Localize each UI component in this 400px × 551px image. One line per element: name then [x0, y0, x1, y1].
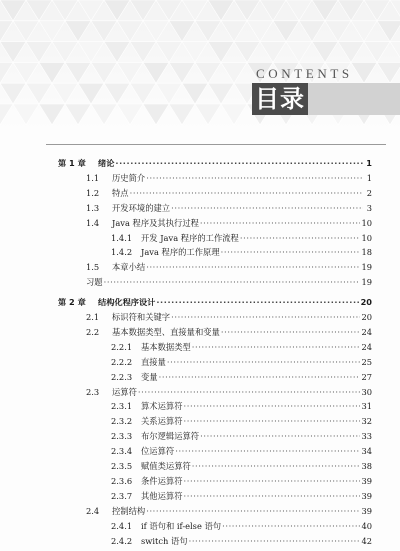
toc-title: 习题: [86, 277, 103, 288]
toc-leader: [156, 296, 359, 308]
toc-title: 本章小结: [112, 262, 146, 273]
pattern-triangle: [234, 0, 260, 21]
toc-title: switch 语句: [141, 535, 188, 546]
title-strip: [308, 83, 400, 115]
pattern-triangle: [117, 104, 143, 125]
pattern-triangle: [182, 83, 208, 104]
toc-leader: [200, 217, 361, 229]
toc-row: [111, 475, 372, 487]
pattern-triangle: [26, 42, 52, 63]
pattern-triangle: [364, 42, 390, 63]
toc-row: [111, 535, 372, 547]
pattern-triangle: [208, 83, 234, 104]
toc-number: 2.4.2: [111, 535, 133, 546]
pattern-triangle: [390, 42, 400, 63]
toc-number: 1.4: [86, 217, 100, 228]
toc-title: 赋值类运算符: [141, 461, 191, 471]
toc-page-number: 24: [361, 341, 372, 352]
pattern-triangle: [104, 42, 130, 63]
toc-title: 关系运算符: [141, 416, 183, 427]
toc-row: [111, 246, 372, 258]
toc-number: 1.4.1: [111, 232, 133, 243]
toc-page-number: 39: [361, 475, 372, 486]
pattern-triangle: [234, 42, 260, 63]
toc-leader: [130, 187, 363, 199]
toc-number: 2.3.7: [111, 490, 133, 501]
toc-title: 绪论: [98, 158, 115, 168]
pattern-triangle: [221, 21, 247, 42]
toc-number: 2.1: [86, 312, 100, 322]
toc-row: [86, 505, 372, 517]
toc-row: [86, 386, 372, 398]
toc-title: 历史简介: [112, 172, 146, 183]
pattern-triangle: [195, 62, 221, 83]
toc-title: if 语句和 if-else 语句: [141, 520, 222, 531]
pattern-triangle: [286, 42, 312, 63]
toc-title: 特点: [112, 187, 129, 198]
toc-number: 1.3: [86, 202, 100, 213]
toc-page-number: 27: [361, 371, 372, 382]
page-title: 目录: [255, 85, 305, 113]
toc-leader: [200, 430, 360, 442]
contents-label: CONTENTS: [256, 66, 353, 81]
toc-row: [86, 202, 372, 214]
pattern-triangle: [13, 62, 39, 83]
toc-leader: [146, 261, 360, 273]
pattern-triangle: [0, 0, 26, 21]
pattern-triangle: [260, 0, 286, 21]
pattern-triangle: [143, 62, 169, 83]
pattern-triangle: [65, 104, 91, 125]
toc-row: [111, 490, 372, 502]
title-block: [252, 83, 308, 115]
pattern-triangle: [208, 0, 234, 21]
pattern-triangle: [39, 21, 65, 42]
toc-number: 1.1: [86, 172, 100, 183]
toc-row: [111, 520, 372, 532]
toc-number: 2.2.1: [111, 341, 133, 352]
pattern-triangle: [65, 21, 91, 42]
pattern-triangle: [104, 0, 130, 21]
toc-title: 标识符和关键字: [112, 312, 171, 322]
toc-number: 1.5: [86, 262, 100, 273]
toc-row: [111, 232, 372, 244]
pattern-triangle: [0, 83, 26, 104]
toc-leader: [159, 371, 361, 383]
pattern-triangle: [195, 21, 221, 42]
toc-row: [111, 400, 372, 412]
pattern-triangle: [351, 62, 377, 83]
toc-page-number: 19: [361, 277, 372, 288]
toc-number: 2.4: [86, 505, 100, 516]
pattern-triangle: [286, 0, 312, 21]
toc-page-number: 40: [361, 520, 372, 531]
pattern-triangle: [52, 42, 78, 63]
toc-title: 位运算符: [141, 446, 175, 457]
toc-page-number: 34: [361, 446, 372, 457]
pattern-triangle: [195, 104, 221, 125]
toc-page-number: 20: [361, 312, 372, 322]
toc-row: [86, 276, 372, 288]
toc-title: 开发 Java 程序的工作流程: [141, 232, 239, 243]
pattern-triangle: [338, 0, 364, 21]
toc-page-number: 42: [361, 535, 372, 546]
toc-title: Java 程序及其执行过程: [112, 217, 199, 228]
toc-number: 2.3.3: [111, 431, 133, 442]
pattern-triangle: [78, 83, 104, 104]
pattern-triangle: [78, 42, 104, 63]
pattern-triangle: [78, 0, 104, 21]
toc-leader: [175, 445, 360, 457]
pattern-triangle: [208, 42, 234, 63]
toc-number: 第 1 章: [58, 158, 86, 168]
toc-row: [86, 187, 372, 199]
pattern-triangle: [52, 0, 78, 21]
toc-row: [86, 326, 372, 338]
toc-leader: [222, 520, 360, 532]
pattern-triangle: [91, 62, 117, 83]
toc-leader: [184, 415, 361, 427]
toc-number: 1.4.2: [111, 247, 133, 258]
pattern-triangle: [156, 83, 182, 104]
toc-page-number: 10: [361, 232, 372, 243]
toc-page-number: 32: [361, 416, 372, 427]
toc-leader: [184, 400, 361, 412]
toc-number: 1.2: [86, 187, 100, 198]
pattern-triangle: [52, 83, 78, 104]
toc-page-number: 39: [361, 505, 372, 516]
pattern-triangle: [390, 0, 400, 21]
toc-title: 运算符: [112, 386, 137, 397]
toc-page-number: 24: [361, 326, 372, 337]
toc-leader: [221, 246, 361, 258]
toc-page-number: 18: [361, 247, 372, 258]
pattern-triangle: [351, 21, 377, 42]
toc-number: 第 2 章: [58, 297, 86, 308]
toc-row: [86, 217, 372, 229]
toc-row: [111, 460, 372, 472]
toc-number: 2.3.6: [111, 475, 133, 486]
toc-leader: [221, 326, 361, 338]
toc-leader: [138, 386, 361, 398]
toc-number: 2.3.4: [111, 446, 133, 457]
pattern-triangle: [182, 0, 208, 21]
pattern-triangle: [0, 104, 13, 125]
toc-row: [111, 445, 372, 457]
toc-title: 开发环境的建立: [112, 202, 171, 213]
toc-title: 变量: [141, 371, 158, 382]
pattern-triangle: [0, 21, 13, 42]
toc-number: 2.2.2: [111, 356, 133, 367]
pattern-triangle: [130, 83, 156, 104]
pattern-triangle: [13, 21, 39, 42]
pattern-triangle: [143, 104, 169, 125]
pattern-triangle: [91, 104, 117, 125]
toc-number: 2.3.1: [111, 401, 133, 412]
toc-title: 结构化程序设计: [98, 297, 156, 308]
toc-leader: [167, 356, 361, 368]
toc-number: 2.3: [86, 386, 100, 397]
toc-page-number: 38: [361, 461, 372, 471]
toc-page-number: 31: [361, 401, 372, 412]
toc-page-number: 39: [361, 490, 372, 501]
pattern-triangle: [169, 104, 195, 125]
toc-page-number: 33: [361, 431, 372, 442]
toc-leader: [115, 157, 363, 169]
toc-leader: [146, 505, 360, 517]
toc-title: 布尔逻辑运算符: [141, 431, 200, 442]
pattern-triangle: [182, 42, 208, 63]
toc-leader: [189, 535, 361, 547]
pattern-triangle: [338, 42, 364, 63]
pattern-triangle: [0, 42, 26, 63]
pattern-triangle: [156, 42, 182, 63]
toc-chapter-row: [58, 157, 372, 169]
pattern-triangle: [260, 42, 286, 63]
toc-row: [111, 341, 372, 353]
pattern-triangle: [39, 62, 65, 83]
toc-leader: [184, 475, 361, 487]
toc-title: 控制结构: [112, 505, 146, 516]
toc-row: [111, 371, 372, 383]
pattern-triangle: [377, 21, 400, 42]
pattern-triangle: [169, 62, 195, 83]
pattern-triangle: [104, 83, 130, 104]
toc-number: 2.4.1: [111, 520, 133, 531]
toc-title: 条件运算符: [141, 475, 183, 486]
toc-page-number: 2: [366, 187, 372, 198]
toc-page-number: 30: [361, 386, 372, 397]
toc-page-number: 3: [366, 202, 372, 213]
toc-row: [111, 356, 372, 368]
toc-number: 2.3.2: [111, 416, 133, 427]
pattern-triangle: [312, 42, 338, 63]
pattern-triangle: [117, 21, 143, 42]
pattern-triangle: [39, 104, 65, 125]
toc-row: [111, 415, 372, 427]
pattern-triangle: [273, 21, 299, 42]
toc-page-number: 10: [361, 217, 372, 228]
toc-page-number: 19: [361, 262, 372, 273]
pattern-triangle: [65, 62, 91, 83]
toc-number: 2.2.3: [111, 371, 133, 382]
toc-number: 2.3.5: [111, 461, 133, 471]
toc-number: 2.2: [86, 326, 100, 337]
pattern-triangle: [221, 104, 247, 125]
toc-title: 算术运算符: [141, 401, 183, 412]
toc-title: 基本数据类型: [141, 341, 191, 352]
pattern-triangle: [221, 62, 247, 83]
toc-leader: [184, 490, 361, 502]
pattern-triangle: [130, 42, 156, 63]
toc-page-number: 1: [366, 158, 372, 168]
pattern-triangle: [325, 21, 351, 42]
pattern-triangle: [377, 62, 400, 83]
pattern-triangle: [312, 0, 338, 21]
pattern-triangle: [130, 0, 156, 21]
pattern-triangle: [0, 62, 13, 83]
pattern-triangle: [364, 0, 390, 21]
toc-leader: [171, 311, 360, 323]
toc-title: 直接量: [141, 356, 166, 367]
toc-leader: [146, 172, 363, 184]
toc-leader: [104, 276, 361, 288]
pattern-triangle: [26, 83, 52, 104]
pattern-triangle: [299, 21, 325, 42]
pattern-triangle: [13, 104, 39, 125]
toc-row: [86, 311, 372, 323]
toc-leader: [192, 460, 361, 472]
pattern-triangle: [156, 0, 182, 21]
toc-leader: [240, 232, 361, 244]
toc-chapter-row: [58, 296, 372, 308]
divider-rule: [46, 144, 386, 145]
toc-row: [86, 172, 372, 184]
toc-row: [111, 430, 372, 442]
pattern-triangle: [143, 21, 169, 42]
toc-title: Java 程序的工作原理: [141, 247, 220, 258]
toc-leader: [192, 341, 361, 353]
pattern-triangle: [247, 21, 273, 42]
toc-page-number: 1: [366, 172, 372, 183]
toc-row: [86, 261, 372, 273]
toc-title: 基本数据类型、直接量和变量: [112, 326, 220, 337]
toc-leader: [171, 202, 363, 214]
toc-title: 其他运算符: [141, 490, 183, 501]
pattern-triangle: [117, 62, 143, 83]
pattern-triangle: [169, 21, 195, 42]
pattern-triangle: [91, 21, 117, 42]
pattern-triangle: [26, 0, 52, 21]
toc-page-number: 25: [361, 356, 372, 367]
toc-page-number: 20: [360, 297, 372, 308]
